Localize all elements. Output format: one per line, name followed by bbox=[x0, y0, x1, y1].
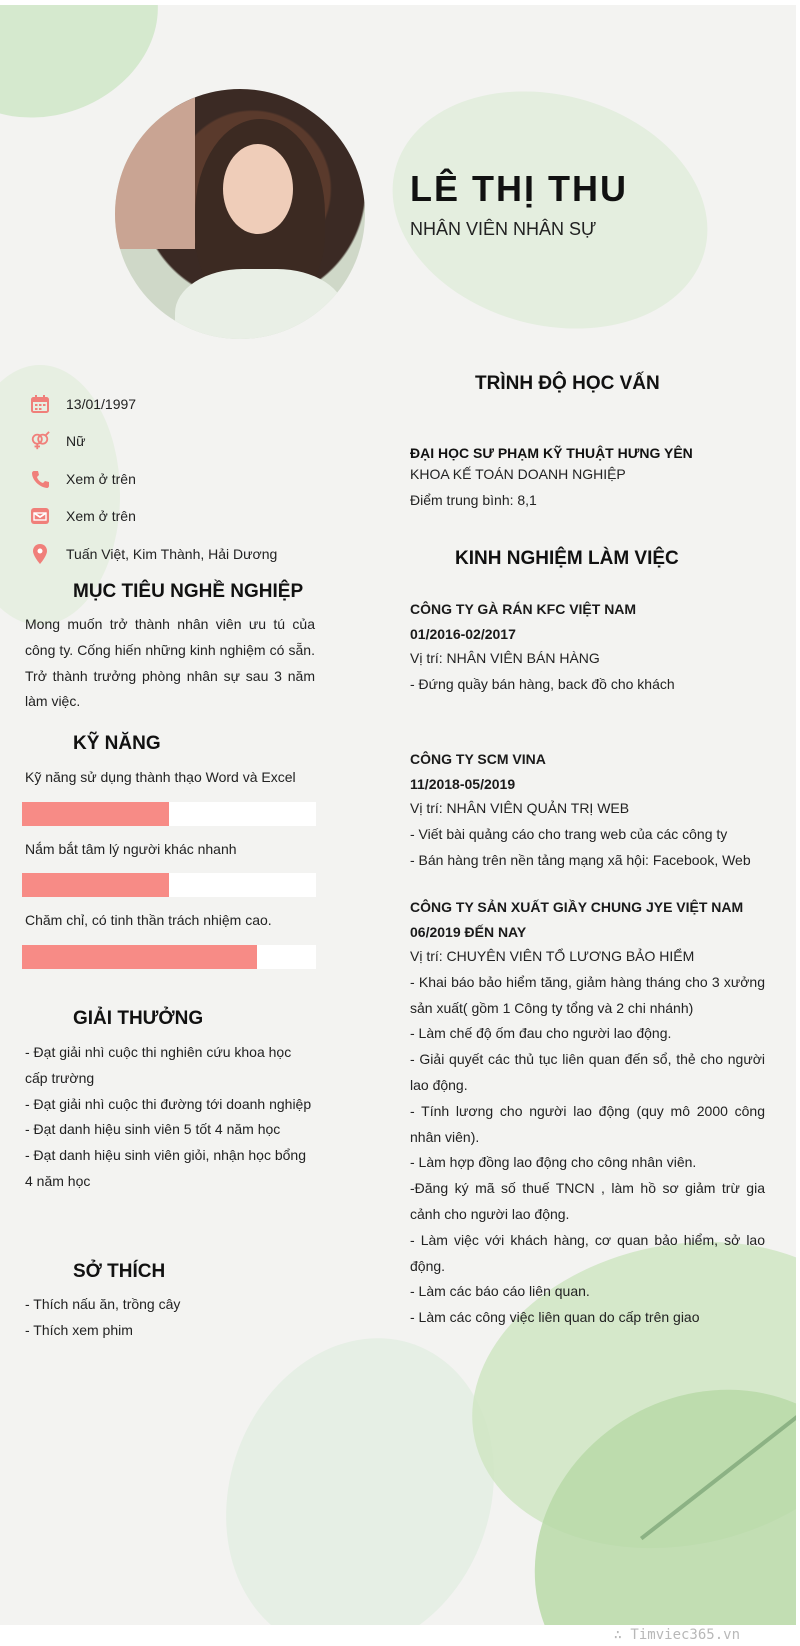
phone-icon bbox=[30, 469, 50, 489]
hobbies-list bbox=[25, 1292, 315, 1344]
job-entry bbox=[410, 895, 765, 1331]
skill-label: Kỹ năng sử dụng thành thạo Word và Excel bbox=[25, 769, 296, 785]
job-role: Vị trí: NHÂN VIÊN BÁN HÀNG bbox=[410, 650, 600, 666]
hobby-item: - Thích xem phim bbox=[25, 1321, 133, 1338]
award-item: - Đạt giải nhì cuộc thi nghiên cứu khoa học cấp trường bbox=[25, 1044, 292, 1086]
job-entry bbox=[410, 597, 765, 698]
cv-page bbox=[0, 5, 796, 1625]
job-entry bbox=[410, 747, 765, 873]
award-item: - Đạt giải nhì cuộc thi đường tới doanh nghiệp bbox=[25, 1095, 312, 1112]
job-company: CÔNG TY SẢN XUẤT GIẦY CHUNG JYE VIỆT NAM bbox=[410, 899, 744, 915]
contact-gender bbox=[30, 423, 277, 461]
contact-text: Xem ở trên bbox=[66, 470, 136, 487]
avatar bbox=[115, 89, 365, 339]
job-duty: - Làm việc với khách hàng, cơ quan bảo hiểm, sở lao động. bbox=[410, 1231, 765, 1274]
education-title: TRÌNH ĐỘ HỌC VẤN bbox=[475, 373, 660, 394]
skill-bar bbox=[22, 945, 316, 969]
contact-info bbox=[30, 385, 277, 573]
awards-title: GIẢI THƯỞNG bbox=[73, 1008, 204, 1029]
contact-text: 13/01/1997 bbox=[66, 395, 137, 412]
location-icon bbox=[30, 544, 50, 564]
award-item: - Đạt danh hiệu sinh viên giỏi, nhận học bổng 4 năm học bbox=[25, 1147, 306, 1189]
job-duty: - Khai báo bảo hiểm tăng, giảm hàng tháng cho 3 xưởng sản xuất( gồm 1 Công ty tổng và 2 chi nhánh) bbox=[410, 973, 765, 1016]
job-period: 06/2019 ĐẾN NAY bbox=[410, 923, 527, 940]
contact-address bbox=[30, 535, 277, 573]
hobby-item: - Thích nấu ăn, trồng cây bbox=[25, 1296, 181, 1312]
job-duty: - Làm các công việc liên quan do cấp trên giao bbox=[410, 1309, 700, 1326]
skill-bar bbox=[22, 802, 316, 826]
contact-phone bbox=[30, 460, 277, 498]
skills-title: KỸ NĂNG bbox=[73, 733, 161, 754]
job-company: CÔNG TY SCM VINA bbox=[410, 751, 546, 767]
job-duty: - Đứng quầy bán hàng, back đồ cho khách bbox=[410, 675, 675, 692]
contact-text: Nữ bbox=[66, 433, 86, 450]
job-duty: - Làm các báo cáo liên quan. bbox=[410, 1283, 590, 1300]
job-duty: - Bán hàng trên nền tảng mạng xã hội: Facebook, Web bbox=[410, 851, 751, 868]
objective-title: MỤC TIÊU NGHỀ NGHIỆP bbox=[73, 581, 304, 602]
award-item: - Đạt danh hiệu sinh viên 5 tốt 4 năm học bbox=[25, 1121, 281, 1138]
skill-label: Chăm chỉ, có tinh thần trách nhiệm cao. bbox=[25, 912, 272, 928]
education-school: ĐẠI HỌC SƯ PHẠM KỸ THUẬT HƯNG YÊN bbox=[410, 445, 693, 461]
contact-text: Xem ở trên bbox=[66, 508, 136, 525]
objective-text: Mong muốn trở thành nhân viên ưu tú của công ty. Cống hiến những kinh nghiệm có sẵn. Trở thành trưởng phòng nhân sự sau 3 năm làm việc. bbox=[25, 616, 315, 710]
watermark: ∴ Timviec365.vn bbox=[613, 1627, 740, 1643]
candidate-name: LÊ THỊ THU bbox=[410, 168, 628, 209]
experience-title: KINH NGHIỆM LÀM VIỆC bbox=[455, 548, 679, 569]
skill-bar bbox=[22, 873, 316, 897]
job-company: CÔNG TY GÀ RÁN KFC VIỆT NAM bbox=[410, 601, 637, 617]
awards-list bbox=[25, 1040, 315, 1195]
job-period: 11/2018-05/2019 bbox=[410, 775, 516, 792]
job-duty: -Đăng ký mã số thuế TNCN , làm hồ sơ giảm trừ gia cảnh cho người lao động. bbox=[410, 1180, 765, 1222]
watercolor-decoration bbox=[366, 58, 735, 363]
email-icon bbox=[30, 506, 50, 526]
skill-bar-fill bbox=[22, 945, 257, 969]
education-faculty: KHOA KẾ TOÁN DOANH NGHIỆP bbox=[410, 466, 626, 482]
job-duty: - Làm chế độ ốm đau cho người lao động. bbox=[410, 1025, 672, 1042]
skill-bar-fill bbox=[22, 873, 169, 897]
job-role: Vị trí: CHUYÊN VIÊN TỔ LƯƠNG BẢO HIỂM bbox=[410, 948, 695, 964]
job-duty: - Làm hợp đồng lao động cho công nhân viên. bbox=[410, 1154, 697, 1171]
education-gpa: Điểm trung bình: 8,1 bbox=[410, 491, 537, 508]
contact-birthday bbox=[30, 385, 277, 423]
skill-bar-fill bbox=[22, 802, 169, 826]
hobbies-title: SỞ THÍCH bbox=[73, 1261, 166, 1282]
calendar-icon bbox=[30, 394, 50, 414]
skill-label: Nắm bắt tâm lý người khác nhanh bbox=[25, 841, 237, 857]
job-role: Vị trí: NHÂN VIÊN QUẢN TRỊ WEB bbox=[410, 800, 630, 816]
contact-text: Tuấn Việt, Kim Thành, Hải Dương bbox=[66, 545, 278, 562]
candidate-position: NHÂN VIÊN NHÂN SỰ bbox=[410, 219, 597, 239]
education-details bbox=[410, 462, 765, 514]
job-duty: - Viết bài quảng cáo cho trang web của các công ty bbox=[410, 825, 728, 842]
job-period: 01/2016-02/2017 bbox=[410, 625, 516, 642]
gender-icon bbox=[30, 431, 50, 451]
job-duty: - Giải quyết các thủ tục liên quan đến sổ, thẻ cho người lao động. bbox=[410, 1051, 765, 1093]
job-duty: - Tính lương cho người lao động (quy mô 2000 công nhân viên). bbox=[410, 1102, 765, 1145]
contact-email bbox=[30, 498, 277, 536]
